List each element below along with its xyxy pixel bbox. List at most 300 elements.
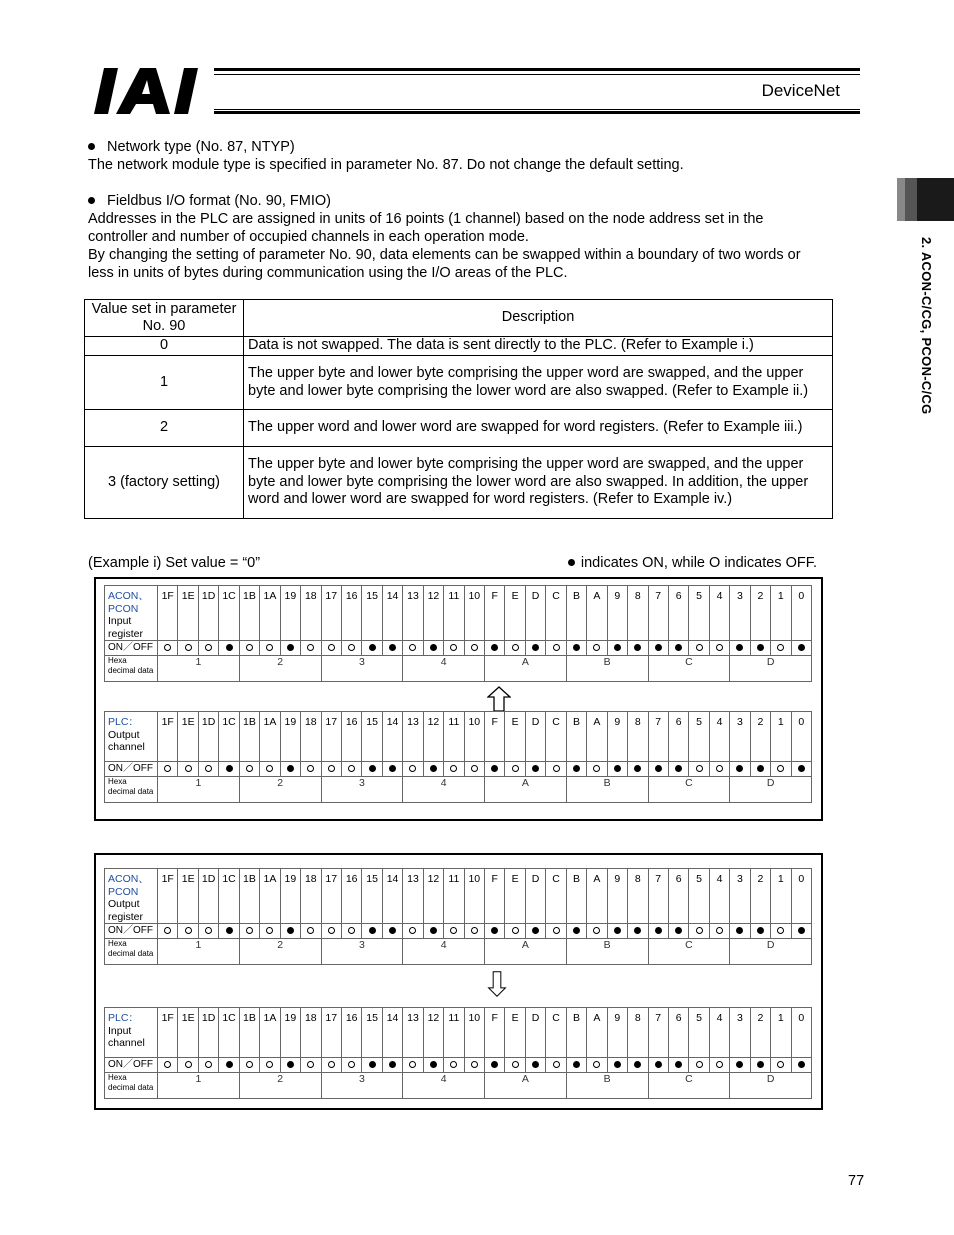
bit-number-cell: 8 [628, 869, 648, 924]
off-dot-icon [777, 927, 784, 934]
onoff-cell [485, 762, 505, 777]
bit-number-cell: D [525, 712, 545, 762]
row-value: 3 (factory setting) [85, 447, 244, 519]
onoff-cell [280, 762, 300, 777]
onoff-cell [648, 762, 668, 777]
on-dot-icon [798, 644, 805, 651]
hex-digit-cell: 3 [321, 939, 403, 965]
onoff-label: ON／OFF [105, 924, 158, 939]
bit-number-cell: 1 [771, 712, 791, 762]
off-dot-icon [266, 927, 273, 934]
bit-number-cell: D [525, 869, 545, 924]
onoff-cell [566, 924, 586, 939]
hex-digit-cell: A [485, 656, 567, 682]
bit-number-cell: 2 [750, 586, 770, 641]
on-dot-icon [655, 644, 662, 651]
onoff-cell [689, 1058, 709, 1073]
bit-number-cell: A [587, 586, 607, 641]
onoff-cell [791, 641, 811, 656]
on-dot-icon [226, 644, 233, 651]
hex-digit-cell: 4 [403, 777, 485, 803]
bit-number-cell: 19 [280, 712, 300, 762]
legend: indicates ON, while O indicates OFF. [568, 555, 817, 571]
bit-number-cell: A [587, 712, 607, 762]
bit-number-cell: 12 [423, 712, 443, 762]
bit-number-cell: 18 [301, 869, 321, 924]
off-dot-icon [185, 927, 192, 934]
bit-number-cell: 1 [771, 1008, 791, 1058]
off-dot-icon [205, 644, 212, 651]
off-dot-icon [553, 1061, 560, 1068]
hex-digit-cell: B [566, 656, 648, 682]
off-dot-icon [266, 765, 273, 772]
bit-number-cell: 19 [280, 586, 300, 641]
bit-number-cell: 5 [689, 1008, 709, 1058]
onoff-label: ON／OFF [105, 1058, 158, 1073]
bit-number-cell: 1E [178, 1008, 198, 1058]
off-dot-icon [777, 1061, 784, 1068]
off-dot-icon [266, 1061, 273, 1068]
onoff-cell [587, 762, 607, 777]
bit-number-cell: 0 [791, 869, 811, 924]
onoff-cell [178, 924, 198, 939]
off-dot-icon [716, 1061, 723, 1068]
onoff-cell [219, 924, 239, 939]
off-dot-icon [185, 765, 192, 772]
off-dot-icon [553, 644, 560, 651]
on-dot-icon [736, 1061, 743, 1068]
bit-number-cell: 17 [321, 1008, 341, 1058]
on-dot-icon [798, 1061, 805, 1068]
on-dot-icon [798, 765, 805, 772]
bit-number-cell: 10 [464, 586, 484, 641]
off-dot-icon [409, 927, 416, 934]
bit-number-cell: 4 [709, 586, 729, 641]
onoff-cell [464, 762, 484, 777]
hex-digit-cell: A [485, 777, 567, 803]
off-dot-icon [348, 1061, 355, 1068]
on-dot-icon [430, 765, 437, 772]
fmio-line-1: Addresses in the PLC are assigned in units of 16 points (1 channel) based on the node address set in the [88, 211, 764, 227]
off-dot-icon [777, 765, 784, 772]
off-dot-icon [328, 765, 335, 772]
bit-number-cell: 1 [771, 586, 791, 641]
on-dot-icon [757, 1061, 764, 1068]
onoff-cell [771, 641, 791, 656]
bit-number-cell: 0 [791, 1008, 811, 1058]
iai-logo [92, 66, 212, 116]
onoff-cell [668, 1058, 688, 1073]
bit-number-cell: 1F [158, 712, 178, 762]
onoff-cell [771, 1058, 791, 1073]
onoff-cell [444, 1058, 464, 1073]
on-dot-icon [532, 1061, 539, 1068]
onoff-cell [341, 1058, 361, 1073]
off-dot-icon [205, 927, 212, 934]
on-dot-icon [675, 1061, 682, 1068]
off-dot-icon [328, 644, 335, 651]
onoff-cell [444, 924, 464, 939]
header-title: DeviceNet [761, 81, 840, 100]
bit-number-cell: 10 [464, 712, 484, 762]
on-dot-icon [430, 927, 437, 934]
bit-number-cell: E [505, 869, 525, 924]
off-dot-icon [246, 927, 253, 934]
on-dot-icon [573, 765, 580, 772]
arrow-up-icon [487, 686, 511, 712]
bit-number-cell: 10 [464, 1008, 484, 1058]
row-value: 2 [85, 410, 244, 447]
on-dot-icon [757, 644, 764, 651]
onoff-cell [689, 924, 709, 939]
onoff-label: ON／OFF [105, 641, 158, 656]
off-dot-icon [696, 1061, 703, 1068]
on-dot-icon [491, 644, 498, 651]
hex-digit-cell: C [648, 777, 730, 803]
off-dot-icon [348, 927, 355, 934]
bit-number-cell: F [485, 1008, 505, 1058]
off-dot-icon [471, 644, 478, 651]
bit-number-cell: B [566, 1008, 586, 1058]
off-dot-icon [185, 1061, 192, 1068]
onoff-cell [771, 924, 791, 939]
hex-digit-cell: 2 [239, 777, 321, 803]
on-dot-icon [369, 1061, 376, 1068]
on-dot-icon [573, 1061, 580, 1068]
bit-number-cell: 4 [709, 1008, 729, 1058]
onoff-cell [628, 924, 648, 939]
onoff-cell [219, 762, 239, 777]
bit-number-cell: 7 [648, 586, 668, 641]
chapter-label: 2. ACON-C/CG, PCON-C/CG [919, 237, 934, 415]
onoff-cell [341, 924, 361, 939]
bit-number-cell: 2 [750, 1008, 770, 1058]
on-dot-icon [655, 765, 662, 772]
onoff-label: ON／OFF [105, 762, 158, 777]
page-number: 77 [848, 1173, 865, 1189]
bit-number-cell: A [587, 869, 607, 924]
on-dot-icon [798, 927, 805, 934]
row-description: The upper byte and lower byte comprising the upper word are swapped, and the upper byte and lower byte comprising the lower word are also swapped. In addition, the upper word and lower word are swapped for word registers. (Refer to Example iv.) [244, 447, 833, 519]
bit-number-cell: 9 [607, 712, 627, 762]
onoff-cell [301, 641, 321, 656]
register-table [104, 585, 812, 682]
bit-number-cell: C [546, 712, 566, 762]
onoff-cell [198, 762, 218, 777]
onoff-cell [648, 641, 668, 656]
onoff-cell [260, 1058, 280, 1073]
bit-number-cell: 1C [219, 1008, 239, 1058]
row-value: 1 [85, 356, 244, 410]
onoff-cell [750, 1058, 770, 1073]
off-dot-icon [512, 765, 519, 772]
off-dot-icon [307, 1061, 314, 1068]
bit-number-cell: E [505, 1008, 525, 1058]
onoff-cell [362, 924, 382, 939]
bit-number-cell: 9 [607, 1008, 627, 1058]
hex-digit-cell: B [566, 1073, 648, 1099]
onoff-cell [525, 924, 545, 939]
onoff-cell [301, 924, 321, 939]
bit-number-cell: 12 [423, 869, 443, 924]
onoff-cell [730, 1058, 750, 1073]
onoff-cell [260, 924, 280, 939]
bit-number-cell: 14 [382, 869, 402, 924]
on-dot-icon [655, 927, 662, 934]
onoff-cell [464, 641, 484, 656]
onoff-cell [198, 1058, 218, 1073]
bit-number-cell: 14 [382, 1008, 402, 1058]
onoff-cell [341, 641, 361, 656]
bit-number-cell: 5 [689, 712, 709, 762]
hex-digit-cell: B [566, 939, 648, 965]
bit-number-cell: 1B [239, 586, 259, 641]
onoff-cell [485, 1058, 505, 1073]
bit-number-cell: 1B [239, 712, 259, 762]
onoff-cell [423, 924, 443, 939]
on-dot-icon [614, 644, 621, 651]
off-dot-icon [553, 927, 560, 934]
bit-number-cell: 12 [423, 586, 443, 641]
on-dot-icon [389, 927, 396, 934]
bit-number-cell: 9 [607, 586, 627, 641]
off-dot-icon [512, 644, 519, 651]
onoff-cell [382, 1058, 402, 1073]
bit-number-cell: 1A [260, 869, 280, 924]
bit-number-cell: 1B [239, 869, 259, 924]
onoff-cell [628, 1058, 648, 1073]
bit-number-cell: B [566, 586, 586, 641]
on-dot-icon [389, 765, 396, 772]
onoff-cell [464, 924, 484, 939]
bit-number-cell: 1D [198, 1008, 218, 1058]
off-dot-icon [696, 644, 703, 651]
bit-number-cell: 14 [382, 586, 402, 641]
onoff-cell [607, 1058, 627, 1073]
bit-number-cell: 11 [444, 869, 464, 924]
bit-number-cell: 6 [668, 586, 688, 641]
onoff-cell [219, 641, 239, 656]
bit-number-cell: 13 [403, 586, 423, 641]
onoff-cell [628, 641, 648, 656]
bit-number-cell: 19 [280, 1008, 300, 1058]
example-caption: (Example i) Set value = “0” [88, 555, 261, 571]
onoff-cell [791, 924, 811, 939]
bit-number-cell: 0 [791, 712, 811, 762]
onoff-cell [239, 641, 259, 656]
bit-number-cell: 18 [301, 1008, 321, 1058]
off-dot-icon [471, 1061, 478, 1068]
bit-number-cell: 11 [444, 1008, 464, 1058]
register-label: PLC： Input channel [105, 1008, 158, 1058]
off-dot-icon [450, 765, 457, 772]
off-dot-icon [164, 1061, 171, 1068]
hex-digit-cell: 3 [321, 1073, 403, 1099]
onoff-cell [730, 924, 750, 939]
off-dot-icon [164, 927, 171, 934]
onoff-cell [362, 641, 382, 656]
off-dot-icon [450, 1061, 457, 1068]
bit-number-cell: 11 [444, 586, 464, 641]
onoff-cell [444, 641, 464, 656]
onoff-cell [505, 762, 525, 777]
bit-number-cell: B [566, 869, 586, 924]
onoff-cell [382, 641, 402, 656]
hex-digit-cell: 2 [239, 656, 321, 682]
off-dot-icon [205, 765, 212, 772]
off-dot-icon [471, 927, 478, 934]
on-dot-icon [614, 1061, 621, 1068]
hex-digit-cell: D [730, 656, 812, 682]
register-table [104, 711, 812, 803]
register-label: PLC： Output channel [105, 712, 158, 762]
onoff-cell [321, 641, 341, 656]
off-dot-icon [266, 644, 273, 651]
bit-number-cell: 5 [689, 586, 709, 641]
onoff-cell [587, 1058, 607, 1073]
onoff-cell [403, 762, 423, 777]
bit-number-cell: 6 [668, 1008, 688, 1058]
hex-digit-cell: 4 [403, 1073, 485, 1099]
on-dot-icon [491, 1061, 498, 1068]
off-dot-icon [593, 1061, 600, 1068]
onoff-cell [485, 924, 505, 939]
hexa-label: Hexa decimal data [105, 1073, 158, 1099]
onoff-cell [321, 762, 341, 777]
bit-number-cell: 1A [260, 1008, 280, 1058]
bit-number-cell: 1C [219, 712, 239, 762]
bit-number-cell: 0 [791, 586, 811, 641]
bit-number-cell: 1F [158, 1008, 178, 1058]
off-dot-icon [696, 927, 703, 934]
hex-digit-cell: D [730, 777, 812, 803]
bit-number-cell: 1E [178, 869, 198, 924]
hex-digit-cell: A [485, 1073, 567, 1099]
off-dot-icon [512, 1061, 519, 1068]
parameter-90-table [84, 299, 833, 519]
off-dot-icon [716, 927, 723, 934]
onoff-cell [668, 641, 688, 656]
off-dot-icon [307, 765, 314, 772]
onoff-cell [668, 762, 688, 777]
onoff-cell [546, 641, 566, 656]
off-dot-icon [696, 765, 703, 772]
bit-number-cell: E [505, 712, 525, 762]
on-dot-icon [226, 927, 233, 934]
hexa-label: Hexa decimal data [105, 777, 158, 803]
onoff-cell [730, 762, 750, 777]
on-dot-icon [736, 927, 743, 934]
onoff-cell [525, 762, 545, 777]
bullet-icon [88, 197, 95, 204]
onoff-cell [178, 762, 198, 777]
onoff-cell [485, 641, 505, 656]
hex-digit-cell: 4 [403, 939, 485, 965]
onoff-cell [403, 1058, 423, 1073]
onoff-cell [321, 924, 341, 939]
off-dot-icon [409, 644, 416, 651]
on-dot-icon [675, 765, 682, 772]
on-dot-icon [287, 644, 294, 651]
onoff-cell [505, 924, 525, 939]
off-dot-icon [512, 927, 519, 934]
bit-number-cell: 5 [689, 869, 709, 924]
hex-digit-cell: D [730, 1073, 812, 1099]
fmio-line-4: less in units of bytes during communication using the I/O areas of the PLC. [88, 265, 568, 281]
fmio-line-2: controller and number of occupied channels in each operation mode. [88, 229, 529, 245]
bit-number-cell: C [546, 869, 566, 924]
on-dot-icon [757, 765, 764, 772]
onoff-cell [750, 924, 770, 939]
onoff-cell [362, 762, 382, 777]
off-dot-icon [328, 927, 335, 934]
on-dot-icon [430, 644, 437, 651]
on-dot-icon [568, 559, 575, 566]
off-dot-icon [593, 644, 600, 651]
off-dot-icon [164, 765, 171, 772]
onoff-cell [301, 1058, 321, 1073]
bit-number-cell: C [546, 586, 566, 641]
onoff-cell [321, 1058, 341, 1073]
bit-number-cell: A [587, 1008, 607, 1058]
onoff-cell [525, 1058, 545, 1073]
bit-number-cell: 1C [219, 586, 239, 641]
onoff-cell [750, 641, 770, 656]
bit-number-cell: 1E [178, 712, 198, 762]
on-dot-icon [736, 765, 743, 772]
onoff-cell [546, 1058, 566, 1073]
register-label: ACON、 PCON Input register [105, 586, 158, 641]
on-dot-icon [736, 644, 743, 651]
bit-number-cell: 3 [730, 586, 750, 641]
register-table [104, 1007, 812, 1099]
on-dot-icon [532, 927, 539, 934]
bit-number-cell: 12 [423, 1008, 443, 1058]
on-dot-icon [634, 644, 641, 651]
bit-number-cell: 7 [648, 869, 668, 924]
hex-digit-cell: C [648, 656, 730, 682]
off-dot-icon [450, 927, 457, 934]
onoff-cell [587, 641, 607, 656]
on-dot-icon [675, 927, 682, 934]
on-dot-icon [614, 927, 621, 934]
onoff-cell [709, 1058, 729, 1073]
hex-digit-cell: 2 [239, 1073, 321, 1099]
onoff-cell [178, 1058, 198, 1073]
off-dot-icon [409, 1061, 416, 1068]
off-dot-icon [593, 765, 600, 772]
off-dot-icon [716, 644, 723, 651]
onoff-cell [178, 641, 198, 656]
off-dot-icon [409, 765, 416, 772]
register-label: ACON、 PCON Output register [105, 869, 158, 924]
hex-digit-cell: 1 [158, 656, 240, 682]
hex-digit-cell: C [648, 1073, 730, 1099]
off-dot-icon [246, 765, 253, 772]
on-dot-icon [287, 765, 294, 772]
bit-number-cell: F [485, 586, 505, 641]
hex-digit-cell: 3 [321, 656, 403, 682]
bit-number-cell: 10 [464, 869, 484, 924]
onoff-cell [239, 762, 259, 777]
onoff-cell [198, 641, 218, 656]
on-dot-icon [491, 765, 498, 772]
onoff-cell [382, 924, 402, 939]
hex-digit-cell: 2 [239, 939, 321, 965]
bit-number-cell: 1D [198, 712, 218, 762]
onoff-cell [423, 762, 443, 777]
hexa-label: Hexa decimal data [105, 939, 158, 965]
